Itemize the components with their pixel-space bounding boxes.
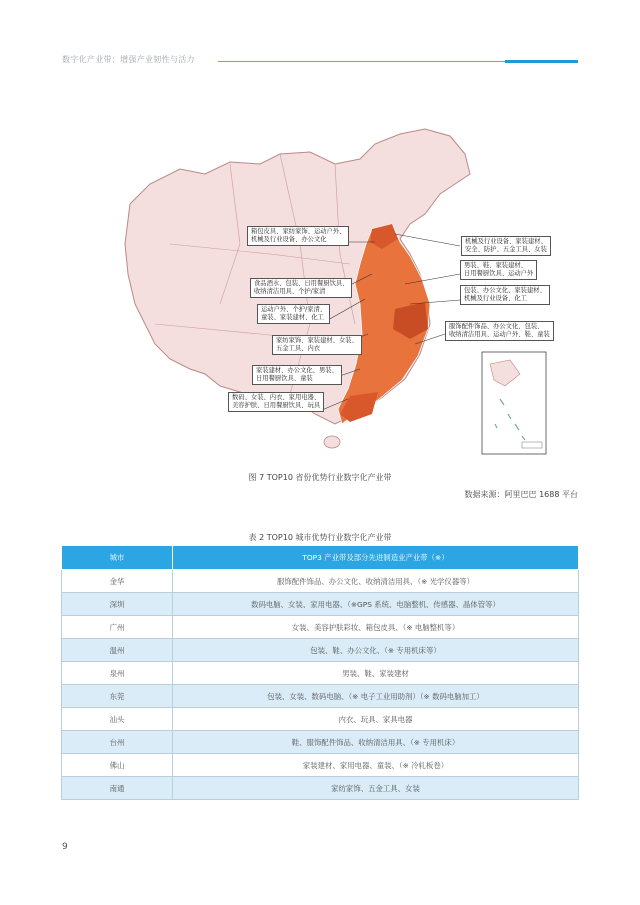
callout-left-6: 数码、女装、内衣、家用电器、 美容护肤、日用餐厨饮具、玩具: [228, 392, 324, 412]
page-number: 9: [62, 842, 68, 852]
callout-left-2: 食品酒水、包装、日用餐厨饮具、 收纳清洁用具、个护/家清: [250, 278, 352, 298]
cell-city: 温州: [62, 639, 173, 662]
cell-city: 深圳: [62, 593, 173, 616]
cell-industries: 家纺家饰、五金工具、女装: [173, 777, 579, 800]
cell-industries: 男装、鞋、家装建材: [173, 662, 579, 685]
callout-left-3: 运动户外、个护/家清、 童装、家装建材、化工: [257, 304, 330, 324]
cell-city: 南通: [62, 777, 173, 800]
callout-left-1: 箱包皮具、家纺家饰、运动户外、 机械及行业设备、办公文化: [247, 226, 349, 246]
cell-industries: 包装、女装、数码电脑、（※ 电子工业用助剂）（※ 数码电脑加工）: [173, 685, 579, 708]
header-city: 城市: [62, 546, 173, 570]
table-header-row: [62, 546, 579, 570]
table-row: [62, 639, 579, 662]
table-row: [62, 570, 579, 593]
table-row: [62, 708, 579, 731]
callout-right-3: 包装、办公文化、家装建材、 机械及行业设备、化工: [460, 285, 550, 305]
callout-left-5: 家装建材、办公文化、男装、 日用餐厨饮具、童装: [252, 365, 342, 385]
table-row: [62, 616, 579, 639]
cell-industries: 服饰配件饰品、办公文化、收纳清洁用具、（※ 光学仪器等）: [173, 570, 579, 593]
figure-source: 数据来源：阿里巴巴 1688 平台: [464, 490, 578, 499]
table-row: [62, 731, 579, 754]
cell-city: 台州: [62, 731, 173, 754]
cell-city: 泉州: [62, 662, 173, 685]
cell-industries: 包装、鞋、办公文化、（※ 专用机床等）: [173, 639, 579, 662]
callout-right-1: 机械及行业设备、家装建材、 安全、防护、五金工具、女装: [461, 236, 551, 256]
table-row: [62, 662, 579, 685]
cell-city: 广州: [62, 616, 173, 639]
table-row: [62, 777, 579, 800]
cell-industries: 数码电脑、女装、家用电器、（※GPS 系统、电脑整机、传感器、晶体管等）: [173, 593, 579, 616]
table-row: [62, 593, 579, 616]
running-header: 数字化产业带：增强产业韧性与活力: [62, 55, 195, 64]
cell-city: 金华: [62, 570, 173, 593]
cell-industries: 家装建材、家用电器、童装、（※ 冷轧板卷）: [173, 754, 579, 777]
header-industries: TOP3 产业带及部分先进制造业产业带（※）: [173, 546, 579, 570]
table-row: [62, 754, 579, 777]
cell-industries: 女装、美容护肤彩妆、箱包皮具、（※ 电脑整机等）: [173, 616, 579, 639]
callout-right-4: 服饰配件饰品、办公文化、包装、 收纳清洁用具、运动户外、鞋、童装: [445, 321, 554, 341]
cell-industries: 内衣、玩具、家具电器: [173, 708, 579, 731]
china-map-figure: [110, 124, 560, 459]
table-caption: 表 2 TOP10 城市优势行业数字化产业带: [248, 533, 392, 542]
callout-right-2: 男装、鞋、家装建材、 日用餐厨饮具、运动户外: [460, 260, 537, 280]
cell-city: 汕头: [62, 708, 173, 731]
city-industry-table: [61, 545, 579, 800]
cell-city: 佛山: [62, 754, 173, 777]
map-hainan: [324, 436, 340, 448]
callout-left-4: 家纺家饰、家装建材、女装、 五金工具、内衣: [272, 335, 362, 355]
figure-caption: 图 7 TOP10 省份优势行业数字化产业带: [248, 473, 392, 482]
cell-industries: 鞋、服饰配件饰品、收纳清洁用具、（※ 专用机床）: [173, 731, 579, 754]
table-row: [62, 685, 579, 708]
header-rule-accent: [505, 60, 578, 63]
cell-city: 东莞: [62, 685, 173, 708]
